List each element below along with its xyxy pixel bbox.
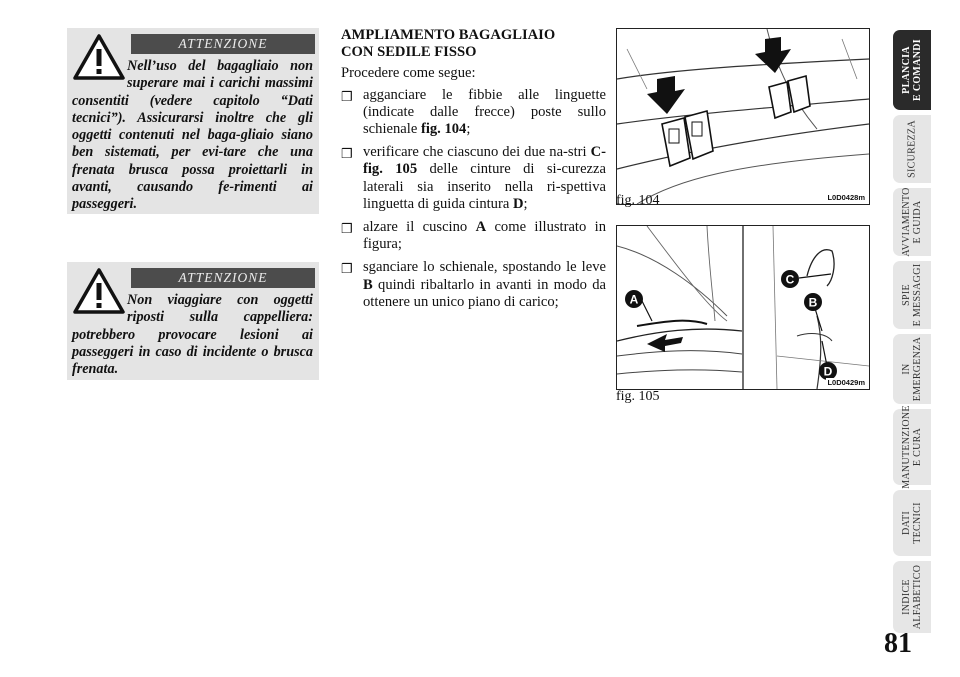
figure-105-image xyxy=(616,225,870,390)
figure-caption: fig. 105 xyxy=(616,389,660,404)
instructions-column xyxy=(341,27,606,317)
figure-label-d: D xyxy=(823,364,833,379)
tab-spie-e-messaggi[interactable]: SPIE E MESSAGGI xyxy=(893,261,931,329)
tab-dati-tecnici[interactable]: DATI TECNICI xyxy=(893,490,931,556)
list-item: ❒ alzare il cuscino A come illustrato in figura; xyxy=(341,219,606,253)
list-item: ❒ agganciare le fibbie alle linguette (indicate dalle frecce) poste sullo schienale fig. 104; xyxy=(341,86,606,138)
figure-label-b: B xyxy=(808,295,818,310)
tab-sicurezza[interactable]: SICUREZZA xyxy=(893,115,931,183)
figure-label-c: C xyxy=(785,272,795,287)
checkbox-bullet-icon: ❒ xyxy=(341,221,353,237)
section-heading: AMPLIAMENTO BAGAGLIAIO CON SEDILE FISSO xyxy=(341,27,556,61)
warning-text: Nell’uso del bagagliaio non superare mai i carichi massimi consentiti (vedere capitolo “Dati tecnici”). Assicurarsi inoltre che gli oggetti contenuti nel baga-gliaio siano ben sistemati, per evi-tare che una frenata brusca possa proiettarli in avanti, causando fe-rimenti ai passeggeri. xyxy=(72,58,313,213)
warning-title: ATTENZIONE xyxy=(131,34,315,54)
warning-text: Non viaggiare con oggetti riposti sulla cappelliera: potrebbero provocare lesioni ai passeggeri in caso di incidente o brusca frenata. xyxy=(72,292,313,378)
warning-title: ATTENZIONE xyxy=(131,268,315,288)
figure-code: L0D0429m xyxy=(827,378,865,387)
figure-104-image xyxy=(616,28,870,205)
section-intro: Procedere come segue: xyxy=(341,65,476,82)
checkbox-bullet-icon: ❒ xyxy=(341,261,353,277)
checkbox-bullet-icon: ❒ xyxy=(341,146,353,162)
figure-code: L0D0428m xyxy=(827,193,865,202)
section-tabs xyxy=(893,0,960,677)
figure-caption: fig. 104 xyxy=(616,193,660,208)
warning-box xyxy=(67,262,319,380)
seat-fold-illustration xyxy=(617,226,869,389)
page-number: 81 xyxy=(884,628,912,659)
tab-in-emergenza[interactable]: IN EMERGENZA xyxy=(893,334,931,404)
tab-manutenzione-e-cura[interactable]: MANUTENZIONE E CURA xyxy=(893,409,931,485)
tab-avviamento-e-guida[interactable]: AVVIAMENTO E GUIDA xyxy=(893,188,931,256)
list-item: ❒ sganciare lo schienale, spostando le leve B quindi ribaltarlo in avanti in modo da ottenere un unico piano di carico; xyxy=(341,259,606,310)
seat-buckles-illustration xyxy=(617,29,869,204)
tab-plancia-e-comandi[interactable]: PLANCIA E COMANDI xyxy=(893,30,931,110)
checkbox-bullet-icon: ❒ xyxy=(341,88,353,104)
warning-box xyxy=(67,28,319,214)
figure-label-a: A xyxy=(629,292,639,307)
tab-indice-alfabetico[interactable]: INDICE ALFABETICO xyxy=(893,561,931,633)
list-item: ❒ verificare che ciascuno dei due na-stri C-fig. 105 delle cinture di si-curezza laterali sia inserito nella ri-spettiva linguetta di guida cintura D; xyxy=(341,144,606,212)
